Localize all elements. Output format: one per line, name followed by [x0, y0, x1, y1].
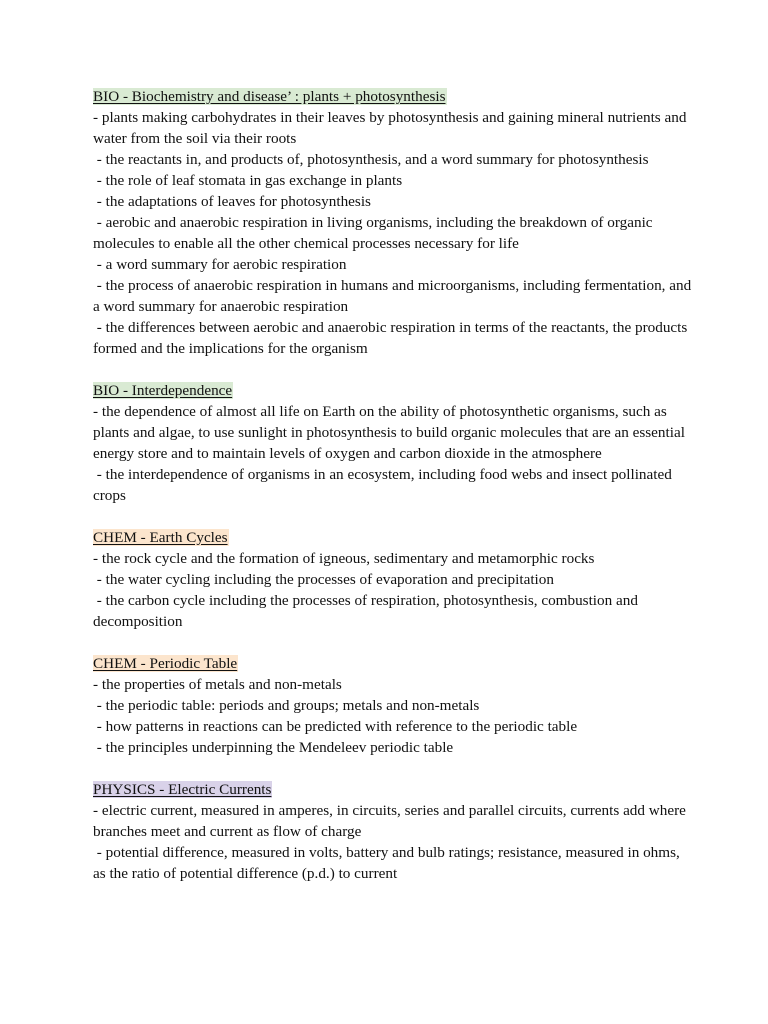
list-item: - the dependence of almost all life on Earth on the ability of photosynthetic organisms, such as plants and algae, to use sunlight in photosynthesis to build organic molecules that are an essential energy store and to maintain levels of oxygen and carbon dioxide in the atmosphere [93, 403, 689, 462]
list-item: - the periodic table: periods and groups; metals and non-metals [93, 697, 480, 714]
section-bio-interdependence [93, 380, 693, 506]
section-chem-periodic-table [93, 653, 693, 758]
list-item: - plants making carbohydrates in their leaves by photosynthesis and gaining mineral nutrients and water from the soil via their roots [93, 109, 691, 147]
section-heading: BIO - Biochemistry and disease’ : plants + photosynthesis [93, 88, 446, 105]
document-page [93, 86, 693, 905]
list-item: - electric current, measured in amperes, in circuits, series and parallel circuits, currents add where branches meet and current as flow of charge [93, 802, 690, 840]
list-item: - the role of leaf stomata in gas exchange in plants [93, 172, 403, 189]
section-heading: BIO - Interdependence [93, 382, 233, 399]
list-item: - the process of anaerobic respiration in humans and microorganisms, including fermentation, and a word summary for anaerobic respiration [93, 277, 695, 315]
list-item: - the reactants in, and products of, photosynthesis, and a word summary for photosynthesis [93, 151, 649, 168]
list-item: - potential difference, measured in volts, battery and bulb ratings; resistance, measured in ohms, as the ratio of potential difference (p.d.) to current [93, 844, 684, 882]
list-item: - the rock cycle and the formation of igneous, sedimentary and metamorphic rocks [93, 550, 595, 567]
list-item: - the carbon cycle including the processes of respiration, photosynthesis, combustion and decomposition [93, 592, 642, 630]
section-heading: PHYSICS - Electric Currents [93, 781, 272, 798]
list-item: - the adaptations of leaves for photosynthesis [93, 193, 371, 210]
list-item: - the properties of metals and non-metals [93, 676, 342, 693]
list-item: - the differences between aerobic and anaerobic respiration in terms of the reactants, the products formed and the implications for the organism [93, 319, 692, 357]
list-item: - the water cycling including the processes of evaporation and precipitation [93, 571, 554, 588]
list-item: - aerobic and anaerobic respiration in living organisms, including the breakdown of organic molecules to enable all the other chemical processes necessary for life [93, 214, 657, 252]
section-heading: CHEM - Earth Cycles [93, 529, 228, 546]
list-item: - a word summary for aerobic respiration [93, 256, 347, 273]
list-item: - how patterns in reactions can be predicted with reference to the periodic table [93, 718, 578, 735]
section-physics-electric-currents [93, 779, 693, 884]
list-item: - the interdependence of organisms in an ecosystem, including food webs and insect pollinated crops [93, 466, 676, 504]
list-item: - the principles underpinning the Mendeleev periodic table [93, 739, 454, 756]
section-chem-earth-cycles [93, 527, 693, 632]
section-bio-biochemistry [93, 86, 693, 359]
section-heading: CHEM - Periodic Table [93, 655, 238, 672]
